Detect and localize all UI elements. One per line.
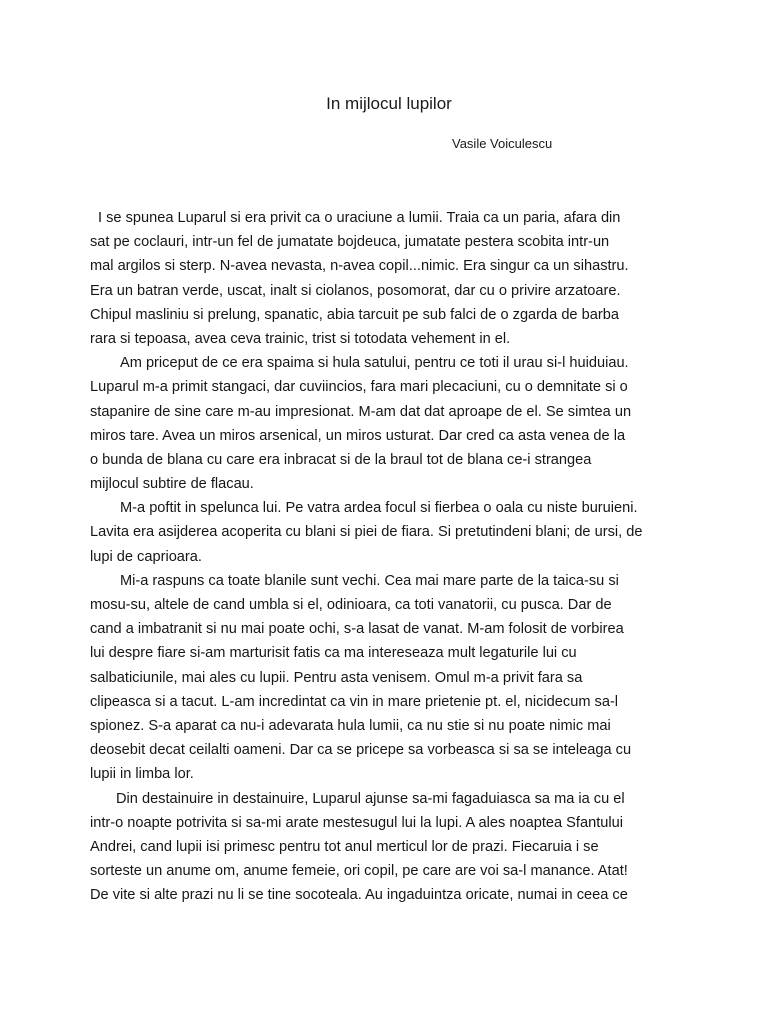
- text-line: deosebit decat ceilalti oameni. Dar ca se pricepe sa vorbeasca si sa se inteleaga cu: [90, 742, 632, 759]
- text-line: Din destainuire in destainuire, Luparul ajunse sa-mi fagaduiasca sa ma ia cu el: [116, 790, 625, 807]
- text-line: Luparul m-a primit stangaci, dar cuviincios, fara mari plecaciuni, cu o demnitate si o: [90, 379, 628, 396]
- text-line: Andrei, cand lupii isi primesc pentru tot anul merticul lor de prazi. Fiecaruia i se: [90, 838, 599, 855]
- text-line: intr-o noapte potrivita si sa-mi arate mestesugul lui la lupi. A ales noaptea Sfantului: [90, 814, 623, 831]
- text-line: De vite si alte prazi nu li se tine socoteala. Au ingaduintza oricate, numai in ceea ce: [90, 887, 628, 904]
- text-line: mijlocul subtire de flacau.: [90, 476, 254, 493]
- text-line: stapanire de sine care m-au impresionat. M-am dat dat aproape de el. Se simtea un: [90, 403, 632, 420]
- text-line: Am priceput de ce era spaima si hula satului, pentru ce toti il urau si-l huiduiau.: [120, 355, 629, 372]
- text-line: I se spunea Luparul si era privit ca o uraciune a lumii. Traia ca un paria, afara din: [98, 210, 621, 226]
- text-line: mal argilos si sterp. N-avea nevasta, n-avea copil...nimic. Era singur ca un sihastru.: [90, 258, 629, 275]
- text-line: rara si tepoasa, avea ceva trainic, trist si totodata vehement in el.: [90, 330, 511, 347]
- text-line: Mi-a raspuns ca toate blanile sunt vechi. Cea mai mare parte de la taica-su si: [120, 572, 619, 589]
- text-line: sat pe coclauri, intr-un fel de jumatate bojdeuca, jumatate pestera scobita intr-un: [90, 234, 610, 251]
- text-line: Chipul masliniu si prelung, spanatic, abia tarcuit pe sub falci de o zgarda de barba: [90, 306, 619, 323]
- text-line: lupi de caprioara.: [90, 548, 202, 565]
- text-line: lupii in limba lor.: [90, 766, 194, 783]
- text-line: Lavita era asijderea acoperita cu blani si piei de fiara. Si pretutindeni blani; de ursi, de: [90, 524, 643, 541]
- document-author: Vasile Voiculescu: [452, 136, 553, 151]
- text-line: Era un batran verde, uscat, inalt si ciolanos, posomorat, dar cu o privire arzatoare.: [90, 282, 621, 299]
- text-line: mosu-su, altele de cand umbla si el, odinioara, ca toti vanatorii, cu pusca. Dar de: [90, 597, 612, 613]
- text-line: o bunda de blana cu care era inbracat si de la braul tot de blana ce-i strangea: [90, 451, 592, 468]
- text-line: salbaticiunile, mai ales cu lupii. Pentru asta venisem. Omul m-a privit fara sa: [90, 669, 583, 686]
- text-line: miros tare. Avea un miros arsenical, un miros usturat. Dar cred ca asta venea de la: [90, 427, 626, 444]
- text-line: M-a poftit in spelunca lui. Pe vatra ardea focul si fierbea o oala cu niste buruieni.: [120, 500, 638, 517]
- text-line: cand a imbatranit si nu mai poate ochi, s-a lasat de vanat. M-am folosit de vorbirea: [90, 621, 624, 638]
- text-line: spionez. S-a aparat ca nu-i adevarata hula lumii, ca nu stie si nu poate nimic mai: [90, 717, 611, 734]
- text-line: clipeasca si a tacut. L-am incredintat ca vin in mare prietenie pt. el, nicidecum sa-l: [90, 693, 619, 710]
- text-line: lui despre fiare si-am marturisit fatis ca ma intereseaza mult legaturile lui cu: [90, 645, 577, 662]
- document-body: [90, 206, 690, 907]
- text-line: sorteste un anume om, anume femeie, ori copil, pe care are voi sa-l manance. Atat!: [90, 863, 628, 880]
- document-title: In mijlocul lupilor: [326, 94, 452, 113]
